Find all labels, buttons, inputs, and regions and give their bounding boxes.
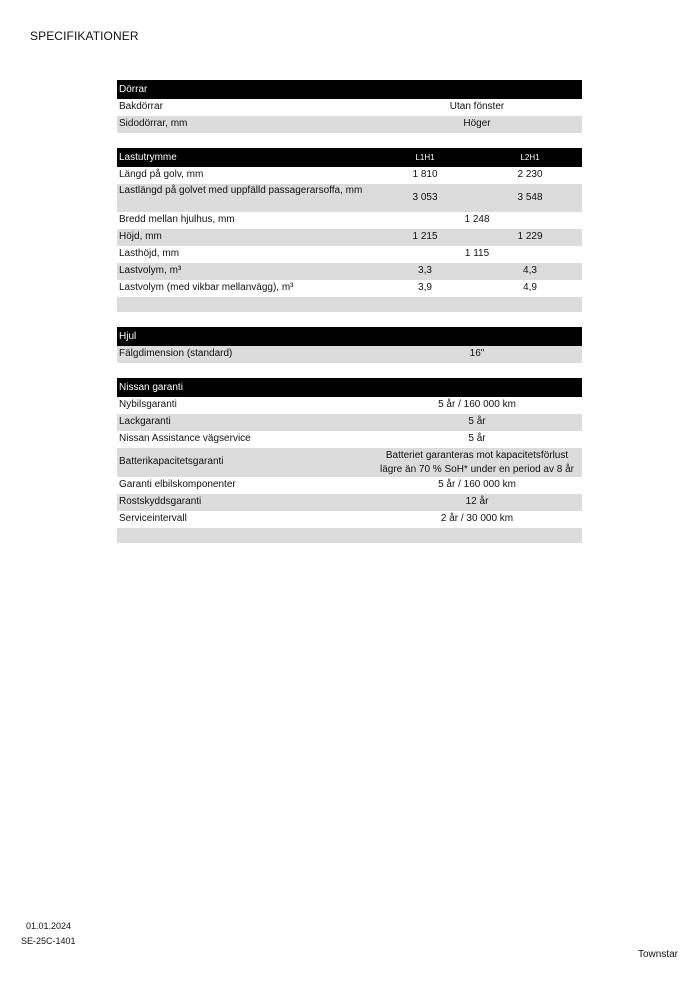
row-value-l1h1: 3,3 [418,265,432,276]
row-value-l2h1: 3 548 [517,192,543,203]
table-row [117,184,582,212]
table-row [117,511,582,528]
table-row [117,448,582,477]
table-row [117,116,582,133]
column-header-l2h1: L2H1 [520,153,540,162]
row-value-l2h1: 2 230 [517,169,543,180]
section-header [117,80,582,99]
section-lastutrymme [117,148,582,312]
row-value: 5 år [468,416,486,427]
row-value: 16" [469,348,485,359]
section-garanti [117,378,582,543]
section-dorrar [117,80,582,133]
footer-date: 01.01.2024 [26,921,72,931]
row-value: 5 år / 160 000 km [438,479,516,490]
row-label: Garanti elbilskomponenter [119,479,236,490]
row-value-l2h1: 4,9 [523,282,537,293]
row-label: Sidodörrar, mm [119,118,188,129]
row-value-l1h1: 1 810 [412,169,438,180]
filler-row [117,297,582,312]
table-row [117,99,582,116]
footer-model: Townstar [637,949,678,960]
row-label: Lasthöjd, mm [119,248,180,259]
row-value-l2h1: 1 229 [517,231,543,242]
table-row [117,477,582,494]
table-row [117,246,582,263]
row-value: 12 år [465,496,489,507]
row-value: 5 år [468,433,486,444]
section-header [117,148,582,167]
row-value-l1h1: 3 053 [412,192,438,203]
table-row [117,494,582,511]
spec-sheet [117,80,582,558]
filler-row [117,528,582,543]
row-value: 1 115 [464,248,490,259]
row-value-line: lägre än 70 % SoH* under en period av 8 år [379,464,575,475]
row-value: Höger [463,118,491,129]
row-label: Höjd, mm [119,231,162,242]
row-value: 5 år / 160 000 km [438,399,516,410]
row-value: 2 år / 30 000 km [440,513,514,524]
table-row [117,167,582,184]
table-row [117,414,582,431]
row-label: Längd på golv, mm [119,169,204,180]
row-value [380,449,574,477]
column-header-l1h1: L1H1 [415,153,435,162]
table-row [117,212,582,229]
row-label: Bakdörrar [119,101,163,112]
row-value-l1h1: 3,9 [418,282,432,293]
section-title: Lastutrymme [119,152,177,163]
row-label: Nissan Assistance vägservice [119,433,251,444]
row-value: Utan fönster [449,101,505,112]
section-header [117,327,582,346]
row-label: Lastvolym, m³ [119,265,182,276]
section-header [117,378,582,397]
footer-code: SE-25C-1401 [21,936,76,946]
section-title: Nissan garanti [119,382,183,393]
table-row [117,229,582,246]
row-label: Serviceintervall [119,513,187,524]
row-value-l2h1: 4,3 [523,265,537,276]
row-label: Batterikapacitetsgaranti [119,456,224,467]
table-row [117,280,582,297]
row-value-l1h1: 1 215 [412,231,438,242]
table-row [117,346,582,363]
row-label: Lackgaranti [119,416,171,427]
table-row [117,431,582,448]
row-label: Fälgdimension (standard) [119,348,233,359]
row-label: Bredd mellan hjulhus, mm [119,214,235,225]
row-label: Rostskyddsgaranti [119,496,202,507]
row-value: 1 248 [464,214,490,225]
table-row [117,397,582,414]
section-title: Dörrar [119,84,148,95]
section-hjul [117,327,582,363]
table-row [117,263,582,280]
page-title: SPECIFIKATIONER [30,29,139,43]
row-label: Lastlängd på golvet med uppfälld passagerarsoffa, mm [119,185,363,196]
row-value-line: Batteriet garanteras mot kapacitetsförlust [385,450,569,461]
row-label: Lastvolym (med vikbar mellanvägg), m³ [119,282,294,293]
row-label: Nybilsgaranti [119,399,177,410]
section-title: Hjul [119,331,137,342]
